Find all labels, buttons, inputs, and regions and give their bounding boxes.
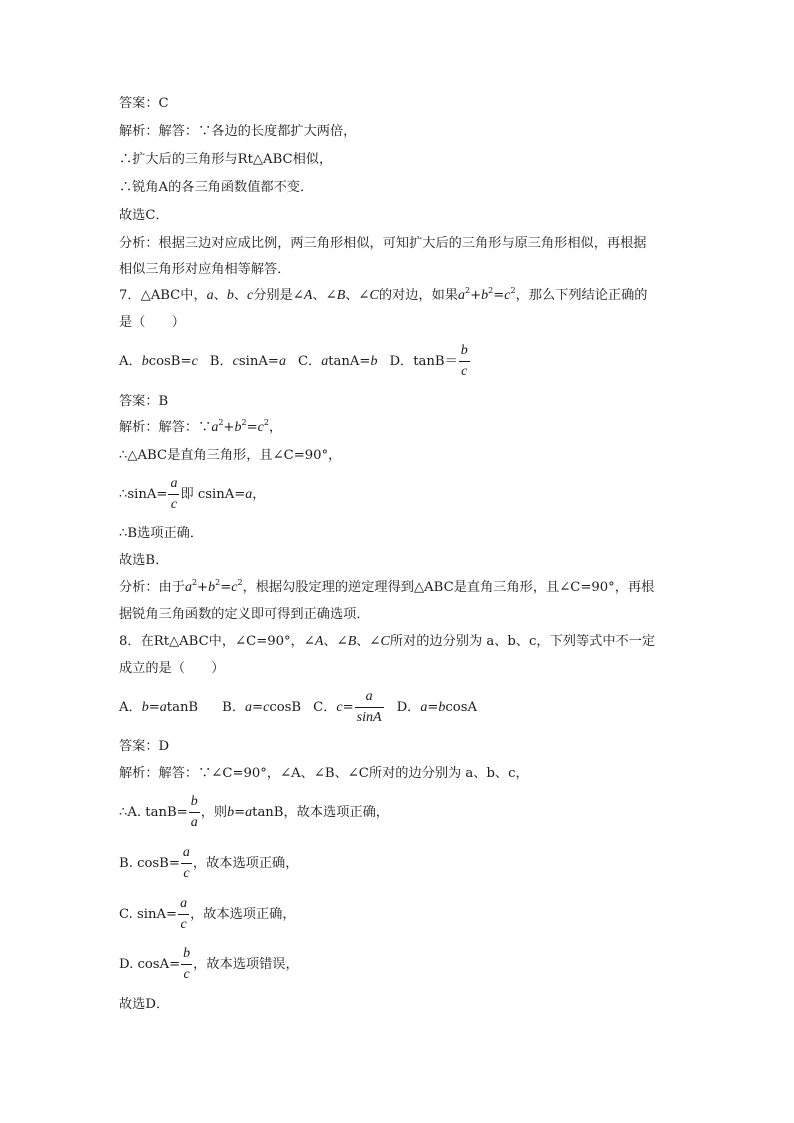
fraction-b-over-c: $\frac{b}{c}$ [460, 343, 468, 379]
q7-solution-line-2: ∴△ABC是直角三角形，且∠C=90°， [119, 448, 342, 463]
fraction-b-over-c: $\frac{b}{c}$ [183, 946, 191, 982]
q7-solution-line-1: 解析：解答：$\because a^2+b^2=c^2$， [119, 418, 283, 435]
q7-stem-line-2: 是（ ） [119, 315, 185, 330]
fraction-a-over-sina: $\frac{a}{\sin A}$ [356, 689, 382, 725]
q7-answer: 答案：B [119, 394, 169, 409]
q7-solution-line-4: ∴B选项正确． [119, 526, 204, 541]
prev-solution-line-1: 解析：解答：∵各边的长度都扩大两倍， [119, 124, 357, 139]
q8-solution-line-1: 解析：解答：∵∠C=90°，∠A、∠B、∠C所对的边分别为 a、b、c， [119, 766, 529, 781]
fraction-a-over-c: $\frac{a}{c}$ [182, 845, 190, 881]
q7-analysis-line-2: 据锐角三角函数的定义即可得到正确选项． [119, 607, 370, 622]
fraction-b-over-a: $\frac{b}{a}$ [190, 794, 198, 830]
q7-choose: 故选B． [119, 553, 169, 568]
prev-choose: 故选C． [119, 208, 169, 223]
q7-solution-line-3: ∴sinA= $\frac{a}{c}$ 即 csinA=a， [119, 476, 266, 512]
q8-solution-option-b: B. cosB= $\frac{a}{c}$ ，故本选项正确， [119, 845, 299, 881]
q8-solution-option-a: ∴A. tanB= $\frac{b}{a}$ ，则b=atanB，故本选项正确， [119, 794, 389, 830]
prev-answer: 答案：C [119, 96, 169, 111]
q8-answer: 答案：D [119, 739, 170, 754]
q7-options: A．bcosB=c B．csinA=a C．atanA=b D．tanB＝ $\frac{b}{c}$ [119, 343, 468, 379]
prev-solution-line-3: ∴锐角A的各三角函数值都不变． [119, 180, 314, 195]
q8-choose: 故选D． [119, 997, 170, 1012]
q7-stem-line-1: 7．△ABC中，a、b、c分别是∠A、∠B、∠C的对边，如果$a^2+b^2=c^2$，那么下列结论正确的 [119, 286, 648, 303]
q8-stem-line-1: 8．在Rt△ABC中，∠C=90°，∠A、∠B、∠C所对的边分别为 a、b、c，下列等式中不一定 [119, 634, 656, 649]
q7-analysis-line-1: 分析：由于$a^2+b^2=c^2$，根据勾股定理的逆定理得到△ABC是直角三角形，且∠C=90°，再根 [119, 578, 655, 595]
fraction-a-over-c: $\frac{a}{c}$ [180, 896, 188, 932]
fraction-a-over-c: $\frac{a}{c}$ [170, 476, 178, 512]
prev-analysis-line-1: 分析：根据三边对应成比例，两三角形相似，可知扩大后的三角形与原三角形相似，再根据 [119, 236, 647, 251]
q8-solution-option-c: C. sinA= $\frac{a}{c}$ ，故本选项正确， [119, 896, 296, 932]
q8-stem-line-2: 成立的是（ ） [119, 661, 225, 676]
prev-analysis-line-2: 相似三角形对应角相等解答． [119, 262, 291, 277]
q8-options: A．b=atanB B．a=ccosB C．c= $\frac{a}{\sin A}$ D．a=bcosA [119, 689, 478, 725]
prev-solution-line-2: ∴扩大后的三角形与Rt△ABC相似， [119, 152, 333, 167]
q8-solution-option-d: D. cosA= $\frac{b}{c}$ ，故本选项错误， [119, 946, 299, 982]
